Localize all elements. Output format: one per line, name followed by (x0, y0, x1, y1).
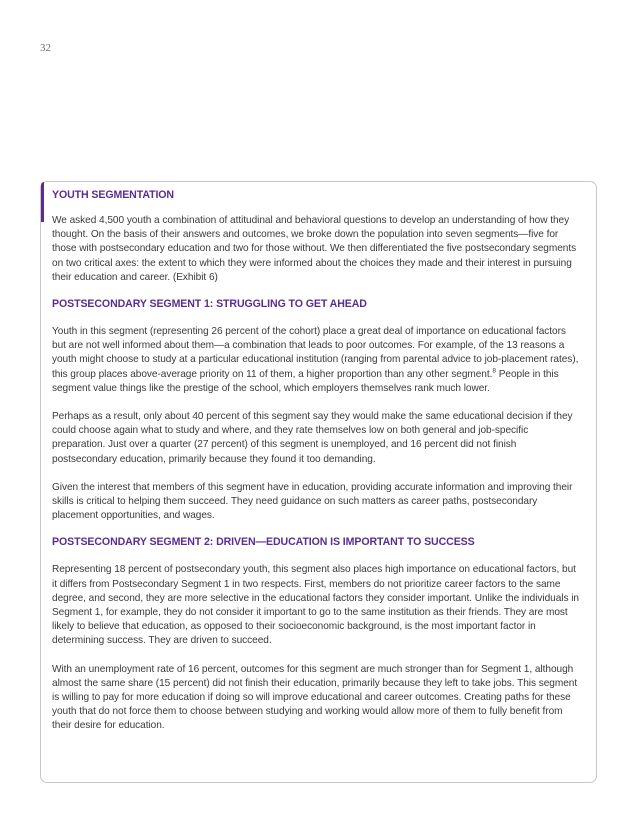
youth-segmentation-paragraph: We asked 4,500 youth a combination of attitudinal and behavioral questions to develop an understanding of how they thought. On the basis of their answers and outcomes, we broke down the population into seven segments—five for those with postsecondary education and two for those without. We then differentiated the five postsecondary segments on two critical axes: the extent to which they were informed about the choices they made and their interest in pursuing their education and career. (Exhibit 6) (52, 215, 577, 283)
footnote-marker: 8 (492, 367, 496, 375)
segment1-paragraph-1 (52, 325, 580, 396)
accent-bar (41, 182, 44, 222)
segment1-paragraph-1-tail: People in this segment value things like the prestige of the school, which employers themselves rank much lower. (52, 368, 559, 394)
segment2-paragraph-2: With an unemployment rate of 16 percent, outcomes for this segment are much stronger than for Segment 1, although almost the same share (15 percent) did not finish their education, primarily because they left to take jobs. This segment is willing to pay for more education if doing so will improve educational and career outcomes. Creating paths for these youth that do not force them to choose between studying and working would allow more of them to fully benefit from their desire for education. (52, 663, 578, 732)
youth-segmentation-heading: YOUTH SEGMENTATION (52, 189, 174, 201)
segment1-heading: POSTSECONDARY SEGMENT 1: STRUGGLING TO GET AHEAD (52, 298, 367, 311)
segment2-heading: POSTSECONDARY SEGMENT 2: DRIVEN—EDUCATION IS IMPORTANT TO SUCCESS (52, 536, 475, 549)
segment1-paragraph-1-text: Youth in this segment (representing 26 percent of the cohort) place a great deal of importance on educational factors but are not well informed about them—a combination that leads to poor outcomes. For example, of the 13 reasons a youth might choose to study at a particular educational institution (ranging from parental advice to job-placement rates), this group places above-average priority on 11 of them, a higher proportion than any other segment. (52, 326, 579, 380)
segment1-paragraph-2: Perhaps as a result, only about 40 percent of this segment say they would make the same educational decision if they could choose again what to study and where, and they rate themselves low on both general and job-specific preparation. Just over a quarter (27 percent) of this segment is unemployed, and 16 percent did not finish postsecondary education, primarily because they found it too demanding. (52, 411, 573, 465)
page-number: 32 (40, 42, 51, 54)
segment1-paragraph-3: Given the interest that members of this segment have in education, providing accurate information and improving their skills is critical to helping them succeed. They need guidance on such matters as career paths, postsecondary placement opportunities, and wages. (52, 481, 573, 522)
box-content (52, 188, 580, 734)
segment2-paragraph-1: Representing 18 percent of postsecondary youth, this segment also places high importance on educational factors, but it differs from Postsecondary Segment 1 in two respects. First, members do not prioritize career factors to the same degree, and second, they are more selective in the educational factors they consider important. Unlike the individuals in Segment 1, for example, they do not consider it important to go to the same institution as their friends. They are most likely to believe that education, as opposed to their socioeconomic background, is the most important factor in determining success. They are driven to succeed. (52, 564, 579, 647)
